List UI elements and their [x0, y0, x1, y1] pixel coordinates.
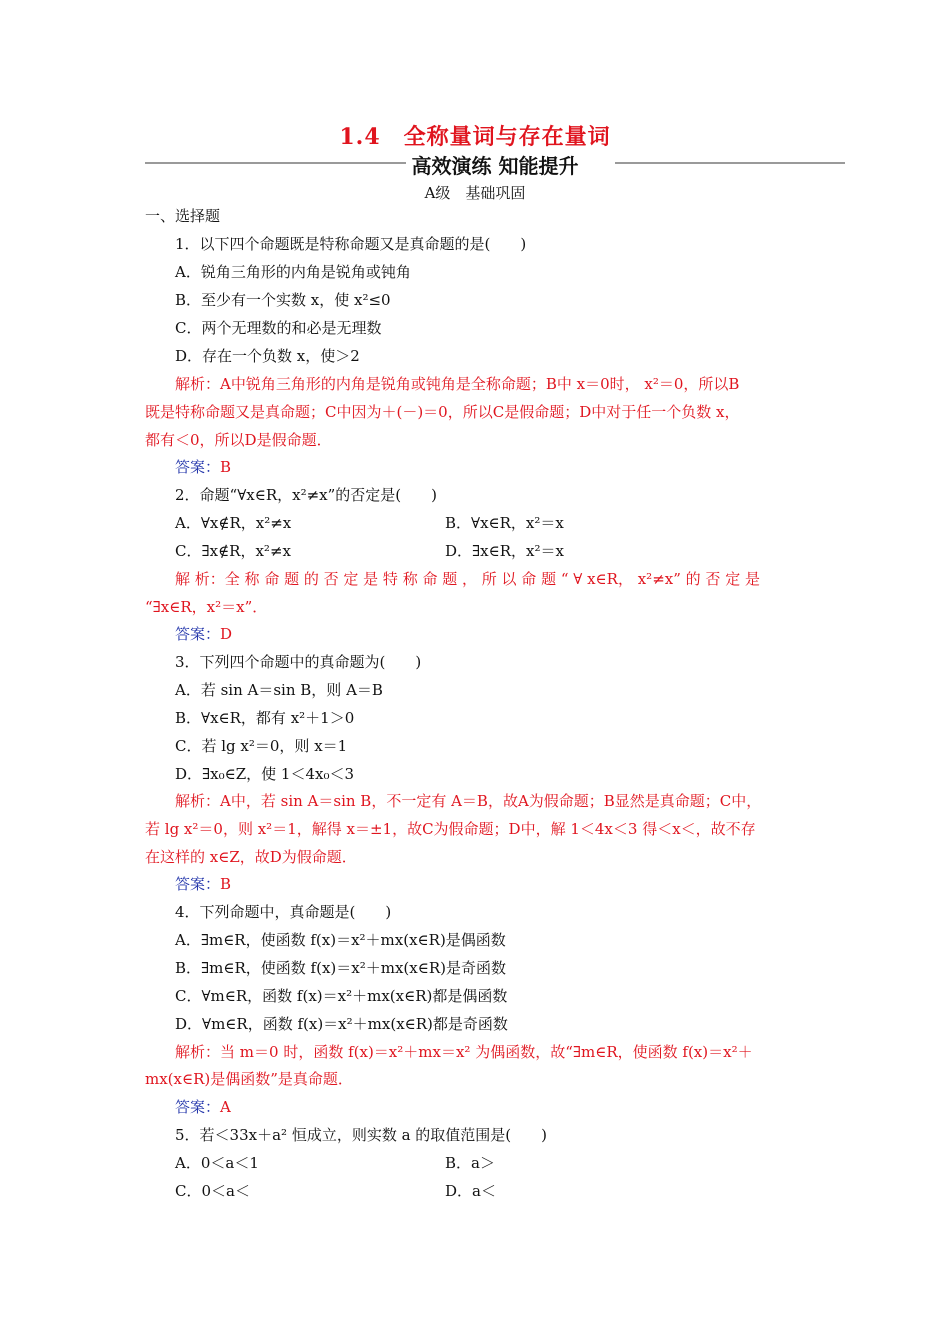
q2-answer: 答案：D	[175, 625, 233, 643]
q1-analysis-line1: 解析：A中锐角三角形的内角是锐角或钝角是全称命题；B中 x＝0时， x²＝0，所以B	[175, 375, 740, 393]
q2-analysis-line2: “∃x∈R，x²＝x”．	[145, 598, 268, 616]
q1-answer-label: 答案：	[175, 458, 221, 476]
q2-option-d: D．∃x∈R，x²＝x	[445, 542, 564, 560]
q3-option-c: C．若 lg x²＝0，则 x＝1	[175, 737, 348, 755]
q4-answer: 答案：A	[175, 1098, 231, 1116]
q3-answer: 答案：B	[175, 875, 232, 893]
q5-option-a: A．0＜a＜1	[175, 1154, 259, 1172]
page-title: 1.4 全称量词与存在量词	[339, 124, 611, 150]
q5-option-d: D．a＜	[445, 1182, 496, 1200]
q1-analysis-line3: 都有＜0，所以D是假命题．	[145, 431, 332, 449]
q1-analysis-label: 解析：	[175, 375, 221, 393]
q5-option-b: B．a＞	[445, 1154, 495, 1172]
q4-option-d: D．∀m∈R，函数 f(x)＝x²＋mx(x∈R)都是奇函数	[175, 1015, 508, 1033]
subtitle: 高效演练 知能提升	[406, 154, 585, 178]
q3-option-a: A．若 sin A＝sin B，则 A＝B	[175, 681, 383, 699]
q4-option-a: A．∃m∈R，使函数 f(x)＝x²＋mx(x∈R)是偶函数	[175, 931, 506, 949]
q2-answer-label: 答案：	[175, 625, 221, 643]
q4-option-c: C．∀m∈R，函数 f(x)＝x²＋mx(x∈R)都是偶函数	[175, 987, 508, 1005]
q3-option-d: D．∃x₀∈Z，使 1＜4x₀＜3	[175, 765, 355, 783]
q1-option-b: B．至少有一个实数 x，使 x²≤0	[175, 291, 391, 309]
q2-option-a: A．∀x∉R，x²≠x	[175, 514, 292, 532]
q2-analysis-line1: 解 析：全 称 命 题 的 否 定 是 特 称 命 题 ， 所 以 命 题 “ ∀ x∈R， x²≠x” 的 否 定 是	[175, 570, 760, 588]
section-heading: 一、选择题	[145, 207, 221, 225]
q5-option-c: C．0＜a＜	[175, 1182, 250, 1200]
q4-answer-label: 答案：	[175, 1098, 221, 1116]
q2-option-b: B．∀x∈R，x²＝x	[445, 514, 564, 532]
q4-analysis-label: 解析：	[175, 1043, 221, 1061]
q2-analysis-label: 解 析：	[175, 570, 225, 588]
q3-answer-label: 答案：	[175, 875, 221, 893]
level-heading: A级 基础巩固	[424, 184, 526, 202]
q4-analysis-line1: 解析：当 m＝0 时，函数 f(x)＝x²＋mx＝x² 为偶函数，故“∃m∈R，使函数 f(x)＝x²＋	[175, 1043, 753, 1061]
q2-stem: 2．命题“∀x∈R，x²≠x”的否定是( )	[175, 486, 437, 504]
subtitle-bar	[145, 150, 845, 176]
q1-option-a: A．锐角三角形的内角是锐角或钝角	[175, 263, 411, 281]
q5-stem: 5．若＜33x＋a² 恒成立，则实数 a 的取值范围是( )	[175, 1126, 547, 1144]
q1-answer: 答案：B	[175, 458, 232, 476]
q1-option-d: D．存在一个负数 x，使＞2	[175, 347, 360, 365]
q3-option-b: B．∀x∈R，都有 x²＋1＞0	[175, 709, 355, 727]
q3-analysis-line2: 若 lg x²＝0，则 x²＝1，解得 x＝±1，故C为假命题；D中，解 1＜4x＜3 得＜x＜，故不存	[145, 820, 756, 838]
q3-stem: 3．下列四个命题中的真命题为( )	[175, 653, 422, 671]
q4-analysis-line2: mx(x∈R)是偶函数”是真命题．	[145, 1070, 353, 1088]
q2-option-c: C．∃x∉R，x²≠x	[175, 542, 291, 560]
q4-stem: 4．下列命题中，真命题是( )	[175, 903, 392, 921]
q4-option-b: B．∃m∈R，使函数 f(x)＝x²＋mx(x∈R)是奇函数	[175, 959, 506, 977]
q3-analysis-label: 解析：	[175, 792, 221, 810]
q3-analysis-line3: 在这样的 x∈Z，故D为假命题．	[145, 848, 357, 866]
q1-stem: 1．以下四个命题既是特称命题又是真命题的是( )	[175, 235, 527, 253]
q1-option-c: C．两个无理数的和必是无理数	[175, 319, 382, 337]
q3-analysis-line1: 解析：A中，若 sin A＝sin B，不一定有 A＝B，故A为假命题；B显然是真命题；C中，	[175, 792, 762, 810]
q1-analysis-line2: 既是特称命题又是真命题；C中因为＋(－)＝0，所以C是假命题；D中对于任一个负数 x，	[145, 403, 740, 421]
